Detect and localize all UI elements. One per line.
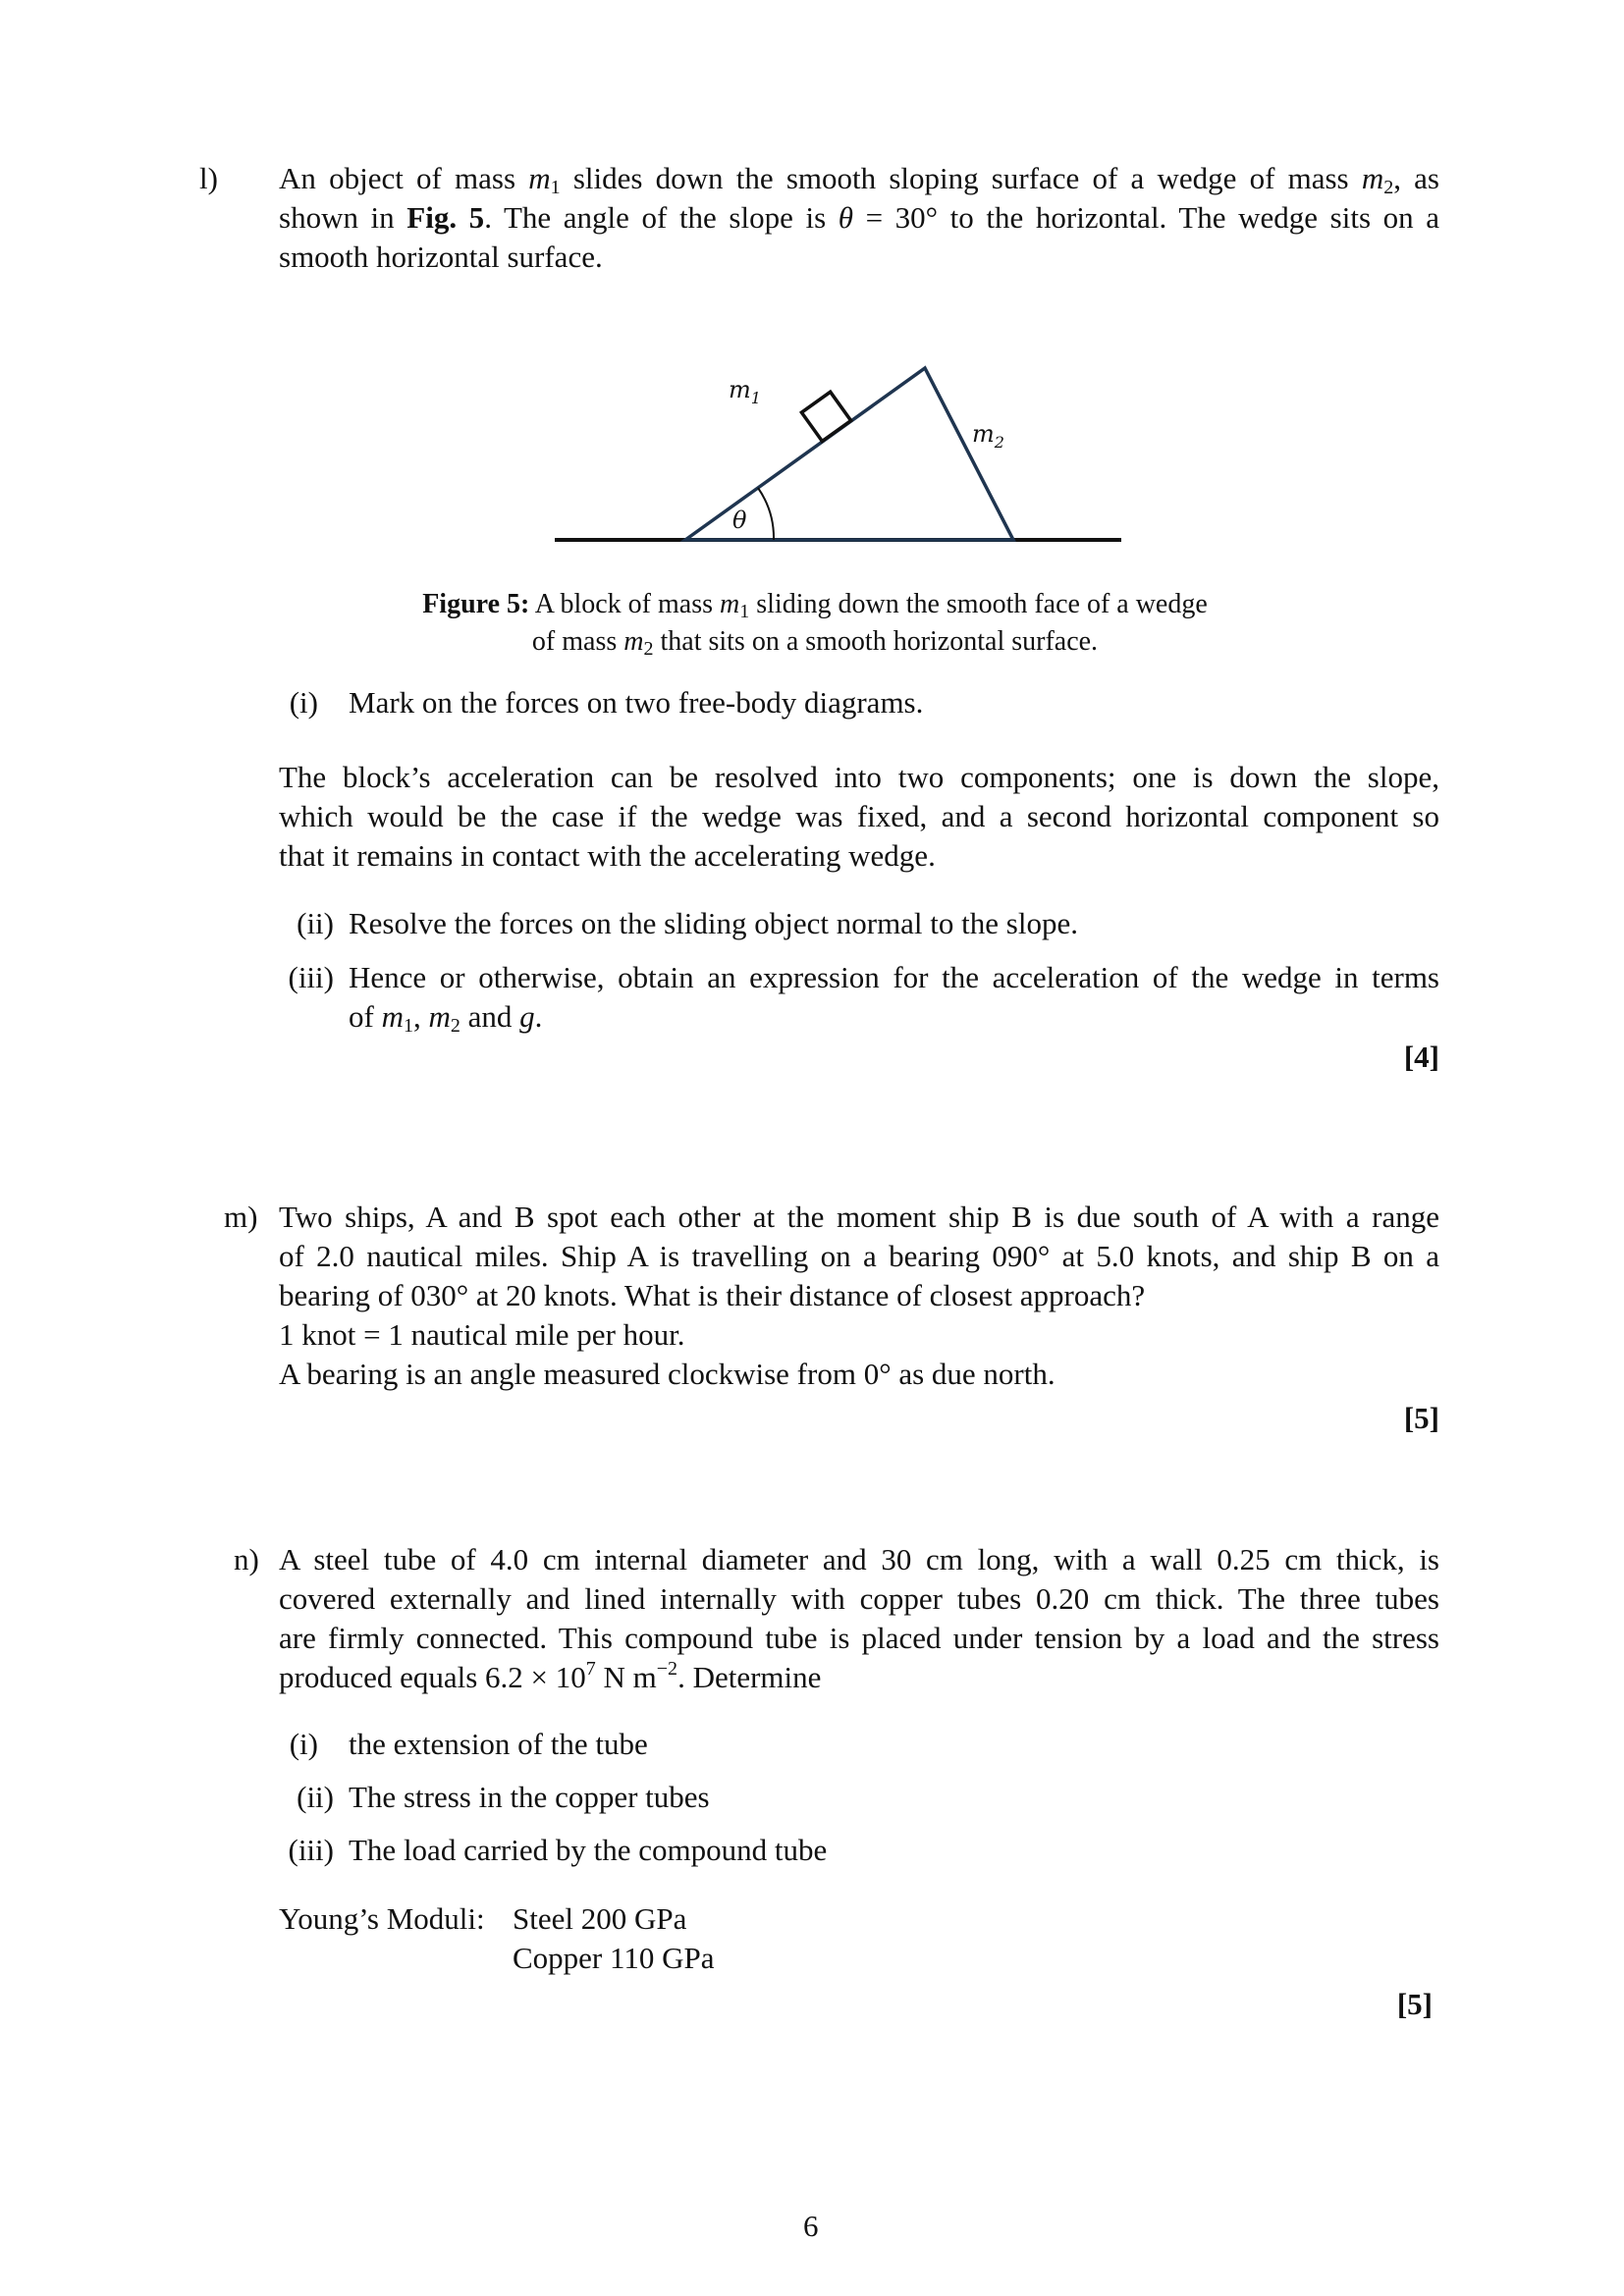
question-m-line3: bearing of 030° at 20 knots. What is their distance of closest approach? <box>279 1278 1146 1312</box>
page-number: 6 <box>803 2209 819 2243</box>
caption-line2: of mass $m_2$ that sits on a smooth horizontal surface. <box>531 626 1099 660</box>
n-part-ii-text: The stress in the copper tubes <box>349 1780 710 1814</box>
part-iii-number: (iii) <box>288 960 334 994</box>
youngs-modulus-copper: Copper 110 GPa <box>513 1941 715 1975</box>
wedge-figure <box>550 353 1129 550</box>
part-i-text: Mark on the forces on two free-body diagrams. <box>349 685 924 720</box>
question-l-para-line2: which would be the case if the wedge was fixed, and a second horizontal component so <box>279 799 1439 833</box>
question-l-part-iii <box>279 958 1439 1037</box>
question-l-marks: [4] <box>1403 1040 1439 1074</box>
question-l-line1: An object of mass $m_1$ slides down the smooth sloping surface of a wedge of mass $m_2$, as <box>279 161 1439 198</box>
figure-5-caption <box>373 586 1257 661</box>
question-n-label: n) <box>234 1542 259 1576</box>
n-part-i-text: the extension of the tube <box>349 1727 648 1761</box>
question-l-para-line1: The block’s acceleration can be resolved into two components; one is down the slope, <box>279 760 1439 794</box>
question-l-line3: smooth horizontal surface. <box>279 240 603 274</box>
question-l-line2: shown in Fig. 5. The angle of the slope is θ = 30° to the horizontal. The wedge sits on a <box>279 200 1439 235</box>
question-m-line4: 1 knot = 1 nautical mile per hour. <box>279 1317 685 1352</box>
question-m-marks: [5] <box>1403 1401 1439 1435</box>
question-n-line1: A steel tube of 4.0 cm internal diameter and 30 cm long, with a wall 0.25 cm thick, is <box>279 1542 1439 1576</box>
part-iii-line1: Hence or otherwise, obtain an expression for the acceleration of the wedge in terms <box>349 960 1439 994</box>
question-m-line2: of 2.0 nautical miles. Ship A is travelling on a bearing 090° at 5.0 knots, and ship B on a <box>279 1239 1439 1273</box>
n-part-i-number: (i) <box>289 1727 318 1761</box>
label-theta: θ <box>732 507 747 534</box>
question-n-line4: produced equals $6.2 \times 10^7$ N $m^{-2}$. Determine <box>279 1658 822 1694</box>
question-l-label: l) <box>199 161 218 195</box>
youngs-moduli-label: Young’s Moduli: <box>279 1901 485 1936</box>
youngs-modulus-steel: Steel 200 GPa <box>513 1901 687 1936</box>
question-n-line3: are firmly connected. This compound tube is placed under tension by a load and the stress <box>279 1621 1439 1655</box>
angle-arc <box>758 488 774 540</box>
question-l-para-line3: that it remains in contact with the accelerating wedge. <box>279 838 936 873</box>
caption-line1: Figure 5: A block of mass $m_1$ sliding down the smooth face of a wedge <box>422 589 1208 622</box>
question-m-line1: Two ships, A and B spot each other at the moment ship B is due south of A with a range <box>279 1200 1439 1234</box>
label-m2: $m_2$ <box>972 420 1004 452</box>
question-m-line5: A bearing is an angle measured clockwise from 0° as due north. <box>279 1357 1056 1391</box>
part-ii-text: Resolve the forces on the sliding object normal to the slope. <box>349 906 1078 940</box>
part-i-number: (i) <box>289 685 318 720</box>
part-ii-number: (ii) <box>297 906 334 940</box>
n-part-iii-text: The load carried by the compound tube <box>349 1833 828 1867</box>
question-n-marks: [5] <box>1396 1987 1433 2021</box>
label-m1: $m_1$ <box>729 376 761 407</box>
n-part-ii-number: (ii) <box>297 1780 334 1814</box>
block <box>801 392 850 441</box>
question-m-label: m) <box>224 1200 258 1234</box>
question-n-line2: covered externally and lined internally with copper tubes 0.20 cm thick. The three tubes <box>279 1581 1439 1616</box>
n-part-iii-number: (iii) <box>288 1833 334 1867</box>
part-iii-line2: of $m_1$, $m_2$ and g. <box>349 999 543 1037</box>
